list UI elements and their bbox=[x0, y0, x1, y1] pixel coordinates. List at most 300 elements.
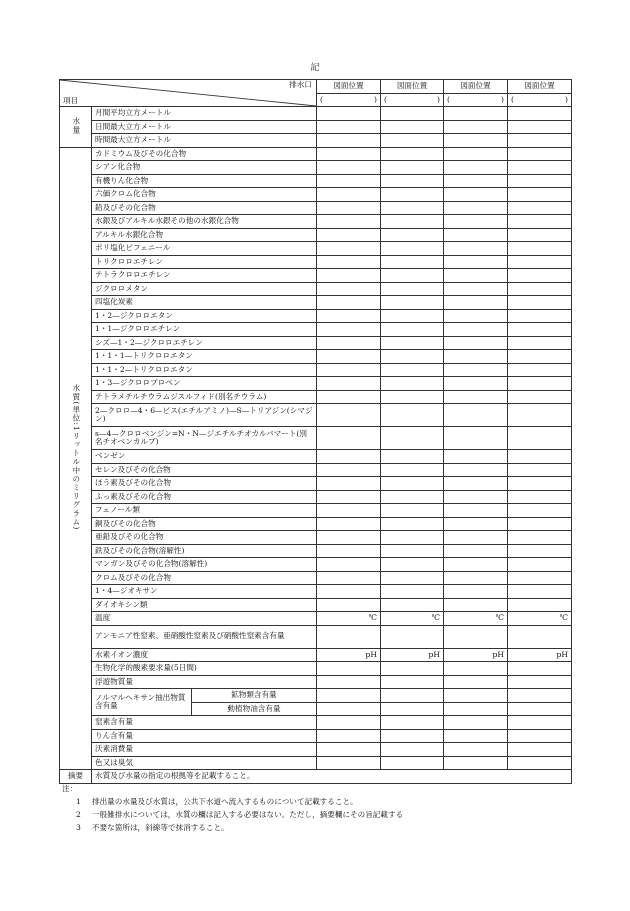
temperature-value-cell[interactable]: ℃ bbox=[381, 612, 444, 626]
quality-item-label: クロム及びその化合物 bbox=[92, 571, 317, 585]
quality-tail-label: 窒素含有量 bbox=[92, 716, 317, 730]
volume-category-cell bbox=[60, 107, 92, 148]
quality-value-cell[interactable] bbox=[508, 463, 572, 477]
bod-value-cell[interactable] bbox=[508, 662, 572, 676]
quality-value-cell[interactable] bbox=[381, 201, 444, 215]
quality-row bbox=[60, 648, 572, 662]
quality-tail-value-cell[interactable] bbox=[317, 756, 381, 770]
volume-category-label: 水量 bbox=[71, 116, 81, 135]
quality-row bbox=[60, 517, 572, 531]
volume-value-cell[interactable] bbox=[508, 107, 572, 121]
hexane-mineral-label: 鉱物類含有量 bbox=[192, 689, 317, 703]
volume-value-cell[interactable] bbox=[508, 134, 572, 148]
quality-value-cell[interactable] bbox=[444, 336, 508, 350]
quality-value-cell[interactable] bbox=[444, 174, 508, 188]
header-diagonal-cell bbox=[60, 80, 317, 107]
quality-item-label: シアン化合物 bbox=[92, 161, 317, 175]
quality-tail-value-cell[interactable] bbox=[381, 743, 444, 757]
paren-open: ( bbox=[447, 94, 450, 104]
quality-row bbox=[60, 309, 572, 323]
quality-value-cell[interactable] bbox=[381, 282, 444, 296]
volume-value-cell[interactable] bbox=[381, 134, 444, 148]
quality-value-cell[interactable] bbox=[381, 585, 444, 599]
quality-value-cell[interactable] bbox=[381, 161, 444, 175]
quality-value-cell[interactable] bbox=[317, 174, 381, 188]
position-number-field[interactable] bbox=[317, 93, 381, 107]
quality-item-label: 1・1—ジクロロエチレン bbox=[92, 323, 317, 337]
document-heading: 記 bbox=[310, 63, 320, 73]
quality-row bbox=[60, 716, 572, 730]
quality-value-cell[interactable] bbox=[444, 477, 508, 491]
quality-row bbox=[60, 585, 572, 599]
diagonal-line bbox=[60, 80, 316, 106]
volume-row bbox=[60, 107, 572, 121]
quality-value-cell[interactable] bbox=[444, 215, 508, 229]
quality-item-label: ベンゼン bbox=[92, 450, 317, 464]
quality-value-cell[interactable] bbox=[317, 571, 381, 585]
quality-value-cell[interactable] bbox=[444, 296, 508, 310]
quality-item-label: s—4—クロロベンジン=N・N—ジエチルチオカルバマート(別名チオベンカルブ) bbox=[92, 427, 317, 450]
quality-value-cell[interactable] bbox=[317, 504, 381, 518]
quality-value-cell[interactable] bbox=[508, 309, 572, 323]
quality-tail-value-cell[interactable] bbox=[381, 716, 444, 730]
quality-value-cell[interactable] bbox=[317, 377, 381, 391]
quality-value-cell[interactable] bbox=[444, 517, 508, 531]
paren-close: ) bbox=[565, 94, 569, 104]
quality-value-cell[interactable] bbox=[317, 427, 381, 450]
quality-row bbox=[60, 743, 572, 757]
quality-value-cell[interactable] bbox=[444, 147, 508, 161]
quality-value-cell[interactable] bbox=[508, 188, 572, 202]
ammonia-value-cell[interactable] bbox=[381, 625, 444, 648]
summary-row bbox=[60, 770, 572, 784]
quality-value-cell[interactable] bbox=[317, 558, 381, 572]
quality-row bbox=[60, 544, 572, 558]
quality-value-cell[interactable] bbox=[508, 450, 572, 464]
paren-close: ) bbox=[501, 94, 505, 104]
quality-value-cell[interactable] bbox=[508, 147, 572, 161]
quality-value-cell[interactable] bbox=[317, 323, 381, 337]
quality-value-cell[interactable] bbox=[381, 323, 444, 337]
hexane-animal-value-cell[interactable] bbox=[317, 702, 381, 716]
quality-value-cell[interactable] bbox=[444, 350, 508, 364]
quality-row bbox=[60, 296, 572, 310]
quality-value-cell[interactable] bbox=[444, 427, 508, 450]
outlet-label: 排水口 bbox=[289, 80, 313, 89]
quality-value-cell[interactable] bbox=[444, 390, 508, 404]
quality-value-cell[interactable] bbox=[444, 323, 508, 337]
item-label: 項目 bbox=[63, 95, 79, 105]
quality-value-cell[interactable] bbox=[508, 296, 572, 310]
note-text: 一般雑排水については，水質の欄は記入する必要はない。ただし，摘要欄にその旨記載する bbox=[92, 810, 404, 819]
position-number-field[interactable] bbox=[508, 93, 572, 107]
quality-value-cell[interactable] bbox=[317, 350, 381, 364]
ph-value-cell[interactable]: pH bbox=[381, 648, 444, 662]
note-number: 1 bbox=[76, 797, 81, 806]
suspended-value-cell[interactable] bbox=[317, 675, 381, 689]
volume-value-cell[interactable] bbox=[444, 120, 508, 134]
quality-value-cell[interactable] bbox=[317, 147, 381, 161]
quality-tail-value-cell[interactable] bbox=[444, 716, 508, 730]
quality-value-cell[interactable] bbox=[381, 255, 444, 269]
position-header: 図面位置 bbox=[444, 80, 508, 94]
quality-value-cell[interactable] bbox=[317, 228, 381, 242]
volume-value-cell[interactable] bbox=[381, 107, 444, 121]
quality-value-cell[interactable] bbox=[444, 282, 508, 296]
quality-tail-label: りん含有量 bbox=[92, 729, 317, 743]
header-row-positions bbox=[60, 80, 572, 94]
quality-value-cell[interactable] bbox=[381, 463, 444, 477]
quality-value-cell[interactable] bbox=[317, 463, 381, 477]
quality-value-cell[interactable] bbox=[444, 544, 508, 558]
quality-value-cell[interactable] bbox=[444, 363, 508, 377]
quality-row bbox=[60, 598, 572, 612]
quality-value-cell[interactable] bbox=[444, 571, 508, 585]
quality-value-cell[interactable] bbox=[317, 544, 381, 558]
quality-value-cell[interactable] bbox=[317, 390, 381, 404]
quality-value-cell[interactable] bbox=[444, 255, 508, 269]
quality-value-cell[interactable] bbox=[381, 377, 444, 391]
quality-value-cell[interactable] bbox=[381, 517, 444, 531]
quality-row bbox=[60, 228, 572, 242]
hexane-mineral-value-cell[interactable] bbox=[381, 689, 444, 703]
quality-tail-value-cell[interactable] bbox=[508, 716, 572, 730]
paren-open: ( bbox=[511, 94, 514, 104]
quality-row bbox=[60, 504, 572, 518]
quality-tail-label: 沃素消費量 bbox=[92, 743, 317, 757]
quality-item-label: テトラクロロエチレン bbox=[92, 269, 317, 283]
volume-value-cell[interactable] bbox=[317, 120, 381, 134]
quality-row bbox=[60, 269, 572, 283]
quality-value-cell[interactable] bbox=[508, 427, 572, 450]
quality-item-label: 鉄及びその化合物(溶解性) bbox=[92, 544, 317, 558]
paren-open: ( bbox=[384, 94, 387, 104]
suspended-value-cell[interactable] bbox=[508, 675, 572, 689]
quality-value-cell[interactable] bbox=[381, 427, 444, 450]
quality-value-cell[interactable] bbox=[381, 558, 444, 572]
quality-value-cell[interactable] bbox=[444, 228, 508, 242]
quality-value-cell[interactable] bbox=[444, 377, 508, 391]
quality-value-cell[interactable] bbox=[444, 309, 508, 323]
quality-row bbox=[60, 463, 572, 477]
quality-tail-value-cell[interactable] bbox=[444, 729, 508, 743]
note-item bbox=[76, 795, 572, 808]
temperature-label: 温度 bbox=[92, 612, 317, 626]
quality-item-label: マンガン及びその化合物(溶解性) bbox=[92, 558, 317, 572]
ammonia-value-cell[interactable] bbox=[317, 625, 381, 648]
quality-value-cell[interactable] bbox=[508, 282, 572, 296]
suspended-value-cell[interactable] bbox=[381, 675, 444, 689]
volume-item-label: 月間平均立方メートル bbox=[92, 107, 317, 121]
quality-value-cell[interactable] bbox=[508, 215, 572, 229]
hexane-animal-value-cell[interactable] bbox=[381, 702, 444, 716]
ph-label: 水素イオン濃度 bbox=[92, 648, 317, 662]
quality-value-cell[interactable] bbox=[381, 490, 444, 504]
paren-close: ) bbox=[374, 94, 378, 104]
quality-row bbox=[60, 404, 572, 427]
quality-row bbox=[60, 558, 572, 572]
quality-value-cell[interactable] bbox=[444, 504, 508, 518]
ammonia-value-cell[interactable] bbox=[508, 625, 572, 648]
ammonia-value-cell[interactable] bbox=[444, 625, 508, 648]
quality-value-cell[interactable] bbox=[508, 517, 572, 531]
quality-value-cell[interactable] bbox=[381, 363, 444, 377]
quality-value-cell[interactable] bbox=[381, 309, 444, 323]
quality-value-cell[interactable] bbox=[508, 323, 572, 337]
quality-value-cell[interactable] bbox=[381, 598, 444, 612]
quality-tail-value-cell[interactable] bbox=[381, 756, 444, 770]
quality-tail-value-cell[interactable] bbox=[444, 756, 508, 770]
quality-tail-value-cell[interactable] bbox=[381, 729, 444, 743]
quality-value-cell[interactable] bbox=[444, 188, 508, 202]
quality-row bbox=[60, 729, 572, 743]
quality-value-cell[interactable] bbox=[381, 188, 444, 202]
quality-row bbox=[60, 377, 572, 391]
quality-value-cell[interactable] bbox=[317, 585, 381, 599]
quality-value-cell[interactable] bbox=[381, 390, 444, 404]
quality-value-cell[interactable] bbox=[508, 336, 572, 350]
quality-value-cell[interactable] bbox=[508, 269, 572, 283]
quality-item-label: 1・4—ジオキサン bbox=[92, 585, 317, 599]
summary-text[interactable]: 水質及び水量の指定の根拠等を記載すること。 bbox=[92, 770, 572, 784]
quality-item-label: 有機りん化合物 bbox=[92, 174, 317, 188]
quality-value-cell[interactable] bbox=[508, 174, 572, 188]
quality-tail-value-cell[interactable] bbox=[317, 729, 381, 743]
quality-tail-value-cell[interactable] bbox=[444, 743, 508, 757]
paren-open: ( bbox=[320, 94, 323, 104]
ph-value-cell[interactable]: pH bbox=[508, 648, 572, 662]
suspended-value-cell[interactable] bbox=[444, 675, 508, 689]
quality-value-cell[interactable] bbox=[508, 390, 572, 404]
volume-row bbox=[60, 120, 572, 134]
quality-value-cell[interactable] bbox=[381, 228, 444, 242]
quality-value-cell[interactable] bbox=[381, 174, 444, 188]
quality-row bbox=[60, 174, 572, 188]
quality-value-cell[interactable] bbox=[317, 336, 381, 350]
quality-value-cell[interactable] bbox=[317, 404, 381, 427]
quality-value-cell[interactable] bbox=[381, 215, 444, 229]
hexane-mineral-value-cell[interactable] bbox=[317, 689, 381, 703]
quality-value-cell[interactable] bbox=[444, 161, 508, 175]
quality-category-label: 水質(単位:1リットル中のミリグラム) bbox=[71, 383, 81, 531]
quality-item-label: 1・3—ジクロロプロペン bbox=[92, 377, 317, 391]
quality-row bbox=[60, 147, 572, 161]
quality-value-cell[interactable] bbox=[381, 147, 444, 161]
hexane-label: ノルマルヘキサン抽出物質含有量 bbox=[92, 689, 192, 716]
temperature-value-cell[interactable]: ℃ bbox=[508, 612, 572, 626]
quality-row bbox=[60, 531, 572, 545]
quality-value-cell[interactable] bbox=[444, 450, 508, 464]
quality-value-cell[interactable] bbox=[381, 336, 444, 350]
quality-tail-value-cell[interactable] bbox=[317, 716, 381, 730]
quality-row bbox=[60, 689, 572, 703]
volume-value-cell[interactable] bbox=[317, 134, 381, 148]
hexane-mineral-value-cell[interactable] bbox=[508, 689, 572, 703]
quality-row bbox=[60, 612, 572, 626]
quality-value-cell[interactable] bbox=[381, 242, 444, 256]
quality-row bbox=[60, 215, 572, 229]
quality-row bbox=[60, 188, 572, 202]
hexane-animal-value-cell[interactable] bbox=[508, 702, 572, 716]
quality-value-cell[interactable] bbox=[317, 363, 381, 377]
quality-value-cell[interactable] bbox=[508, 404, 572, 427]
quality-row bbox=[60, 336, 572, 350]
volume-row bbox=[60, 134, 572, 148]
note-item bbox=[76, 821, 572, 834]
volume-value-cell[interactable] bbox=[317, 107, 381, 121]
quality-value-cell[interactable] bbox=[508, 201, 572, 215]
quality-value-cell[interactable] bbox=[444, 242, 508, 256]
quality-value-cell[interactable] bbox=[381, 350, 444, 364]
notes-title: 注： bbox=[62, 784, 78, 793]
quality-item-label: ポリ塩化ビフェニール bbox=[92, 242, 317, 256]
quality-value-cell[interactable] bbox=[444, 463, 508, 477]
note-item bbox=[76, 808, 572, 821]
quality-value-cell[interactable] bbox=[508, 477, 572, 491]
note-text: 排出量の水量及び水質は，公共下水道へ流入するものについて記載すること。 bbox=[92, 797, 358, 806]
quality-item-label: 鉛及びその化合物 bbox=[92, 201, 317, 215]
summary-category-label: 摘要 bbox=[60, 770, 92, 784]
bod-value-cell[interactable] bbox=[381, 662, 444, 676]
quality-value-cell[interactable] bbox=[317, 450, 381, 464]
quality-value-cell[interactable] bbox=[508, 350, 572, 364]
quality-value-cell[interactable] bbox=[444, 404, 508, 427]
volume-item-label: 時間最大立方メートル bbox=[92, 134, 317, 148]
volume-value-cell[interactable] bbox=[381, 120, 444, 134]
quality-row bbox=[60, 201, 572, 215]
quality-item-label: 四塩化炭素 bbox=[92, 296, 317, 310]
quality-item-label: ふっ素及びその化合物 bbox=[92, 490, 317, 504]
quality-value-cell[interactable] bbox=[444, 531, 508, 545]
quality-value-cell[interactable] bbox=[508, 544, 572, 558]
position-number-field[interactable] bbox=[444, 93, 508, 107]
quality-item-label: シズ—1・2—ジクロロエチレン bbox=[92, 336, 317, 350]
quality-value-cell[interactable] bbox=[317, 201, 381, 215]
quality-value-cell[interactable] bbox=[317, 269, 381, 283]
quality-tail-value-cell[interactable] bbox=[317, 743, 381, 757]
quality-value-cell[interactable] bbox=[444, 585, 508, 599]
quality-row bbox=[60, 161, 572, 175]
quality-value-cell[interactable] bbox=[508, 598, 572, 612]
quality-value-cell[interactable] bbox=[317, 161, 381, 175]
drainage-quality-form bbox=[59, 79, 572, 784]
quality-value-cell[interactable] bbox=[381, 544, 444, 558]
volume-value-cell[interactable] bbox=[444, 134, 508, 148]
suspended-label: 浮遊物質量 bbox=[92, 675, 317, 689]
quality-item-label: セレン及びその化合物 bbox=[92, 463, 317, 477]
quality-item-label: 銅及びその化合物 bbox=[92, 517, 317, 531]
quality-value-cell[interactable] bbox=[381, 450, 444, 464]
quality-value-cell[interactable] bbox=[317, 296, 381, 310]
quality-value-cell[interactable] bbox=[444, 269, 508, 283]
quality-row bbox=[60, 490, 572, 504]
quality-tail-value-cell[interactable] bbox=[508, 729, 572, 743]
quality-category-cell bbox=[60, 147, 92, 770]
quality-value-cell[interactable] bbox=[508, 228, 572, 242]
quality-item-label: ダイオキシン類 bbox=[92, 598, 317, 612]
quality-row bbox=[60, 675, 572, 689]
quality-row bbox=[60, 255, 572, 269]
quality-value-cell[interactable] bbox=[508, 531, 572, 545]
quality-value-cell[interactable] bbox=[508, 571, 572, 585]
volume-value-cell[interactable] bbox=[444, 107, 508, 121]
quality-item-label: 1・2—ジクロロエタン bbox=[92, 309, 317, 323]
quality-row bbox=[60, 363, 572, 377]
quality-row bbox=[60, 323, 572, 337]
quality-value-cell[interactable] bbox=[317, 490, 381, 504]
quality-value-cell[interactable] bbox=[508, 490, 572, 504]
volume-value-cell[interactable] bbox=[508, 120, 572, 134]
quality-value-cell[interactable] bbox=[508, 363, 572, 377]
quality-item-label: 水銀及びアルキル水銀その他の水銀化合物 bbox=[92, 215, 317, 229]
quality-item-label: 六価クロム化合物 bbox=[92, 188, 317, 202]
bod-value-cell[interactable] bbox=[444, 662, 508, 676]
quality-value-cell[interactable] bbox=[317, 242, 381, 256]
paren-close: ) bbox=[437, 94, 441, 104]
quality-row bbox=[60, 390, 572, 404]
quality-tail-value-cell[interactable] bbox=[508, 756, 572, 770]
quality-value-cell[interactable] bbox=[381, 269, 444, 283]
quality-value-cell[interactable] bbox=[317, 282, 381, 296]
quality-tail-value-cell[interactable] bbox=[508, 743, 572, 757]
quality-value-cell[interactable] bbox=[444, 490, 508, 504]
quality-row bbox=[60, 427, 572, 450]
quality-value-cell[interactable] bbox=[381, 571, 444, 585]
quality-value-cell[interactable] bbox=[317, 598, 381, 612]
quality-value-cell[interactable] bbox=[508, 377, 572, 391]
quality-value-cell[interactable] bbox=[317, 188, 381, 202]
quality-value-cell[interactable] bbox=[508, 255, 572, 269]
quality-value-cell[interactable] bbox=[317, 255, 381, 269]
position-number-field[interactable] bbox=[381, 93, 444, 107]
quality-row bbox=[60, 756, 572, 770]
quality-value-cell[interactable] bbox=[317, 477, 381, 491]
quality-value-cell[interactable] bbox=[508, 504, 572, 518]
quality-value-cell[interactable] bbox=[508, 161, 572, 175]
quality-item-label: 亜鉛及びその化合物 bbox=[92, 531, 317, 545]
quality-value-cell[interactable] bbox=[444, 201, 508, 215]
quality-value-cell[interactable] bbox=[317, 531, 381, 545]
ph-value-cell[interactable]: pH bbox=[317, 648, 381, 662]
quality-value-cell[interactable] bbox=[444, 558, 508, 572]
quality-value-cell[interactable] bbox=[508, 242, 572, 256]
quality-value-cell[interactable] bbox=[381, 504, 444, 518]
quality-value-cell[interactable] bbox=[508, 585, 572, 599]
position-header: 図面位置 bbox=[317, 80, 381, 94]
note-number: 2 bbox=[76, 810, 81, 819]
temperature-value-cell[interactable]: ℃ bbox=[317, 612, 381, 626]
bod-value-cell[interactable] bbox=[317, 662, 381, 676]
quality-value-cell[interactable] bbox=[381, 404, 444, 427]
quality-value-cell[interactable] bbox=[381, 477, 444, 491]
quality-value-cell[interactable] bbox=[508, 558, 572, 572]
quality-value-cell[interactable] bbox=[317, 517, 381, 531]
quality-value-cell[interactable] bbox=[317, 215, 381, 229]
quality-value-cell[interactable] bbox=[381, 296, 444, 310]
temperature-value-cell[interactable]: ℃ bbox=[444, 612, 508, 626]
quality-value-cell[interactable] bbox=[381, 531, 444, 545]
quality-row bbox=[60, 350, 572, 364]
quality-value-cell[interactable] bbox=[444, 598, 508, 612]
quality-row bbox=[60, 477, 572, 491]
quality-value-cell[interactable] bbox=[317, 309, 381, 323]
bod-label: 生物化学的酸素要求量(5日間) bbox=[92, 662, 317, 676]
hexane-mineral-value-cell[interactable] bbox=[444, 689, 508, 703]
quality-row bbox=[60, 242, 572, 256]
hexane-animal-value-cell[interactable] bbox=[444, 702, 508, 716]
ph-value-cell[interactable]: pH bbox=[444, 648, 508, 662]
quality-item-label: トリクロロエチレン bbox=[92, 255, 317, 269]
